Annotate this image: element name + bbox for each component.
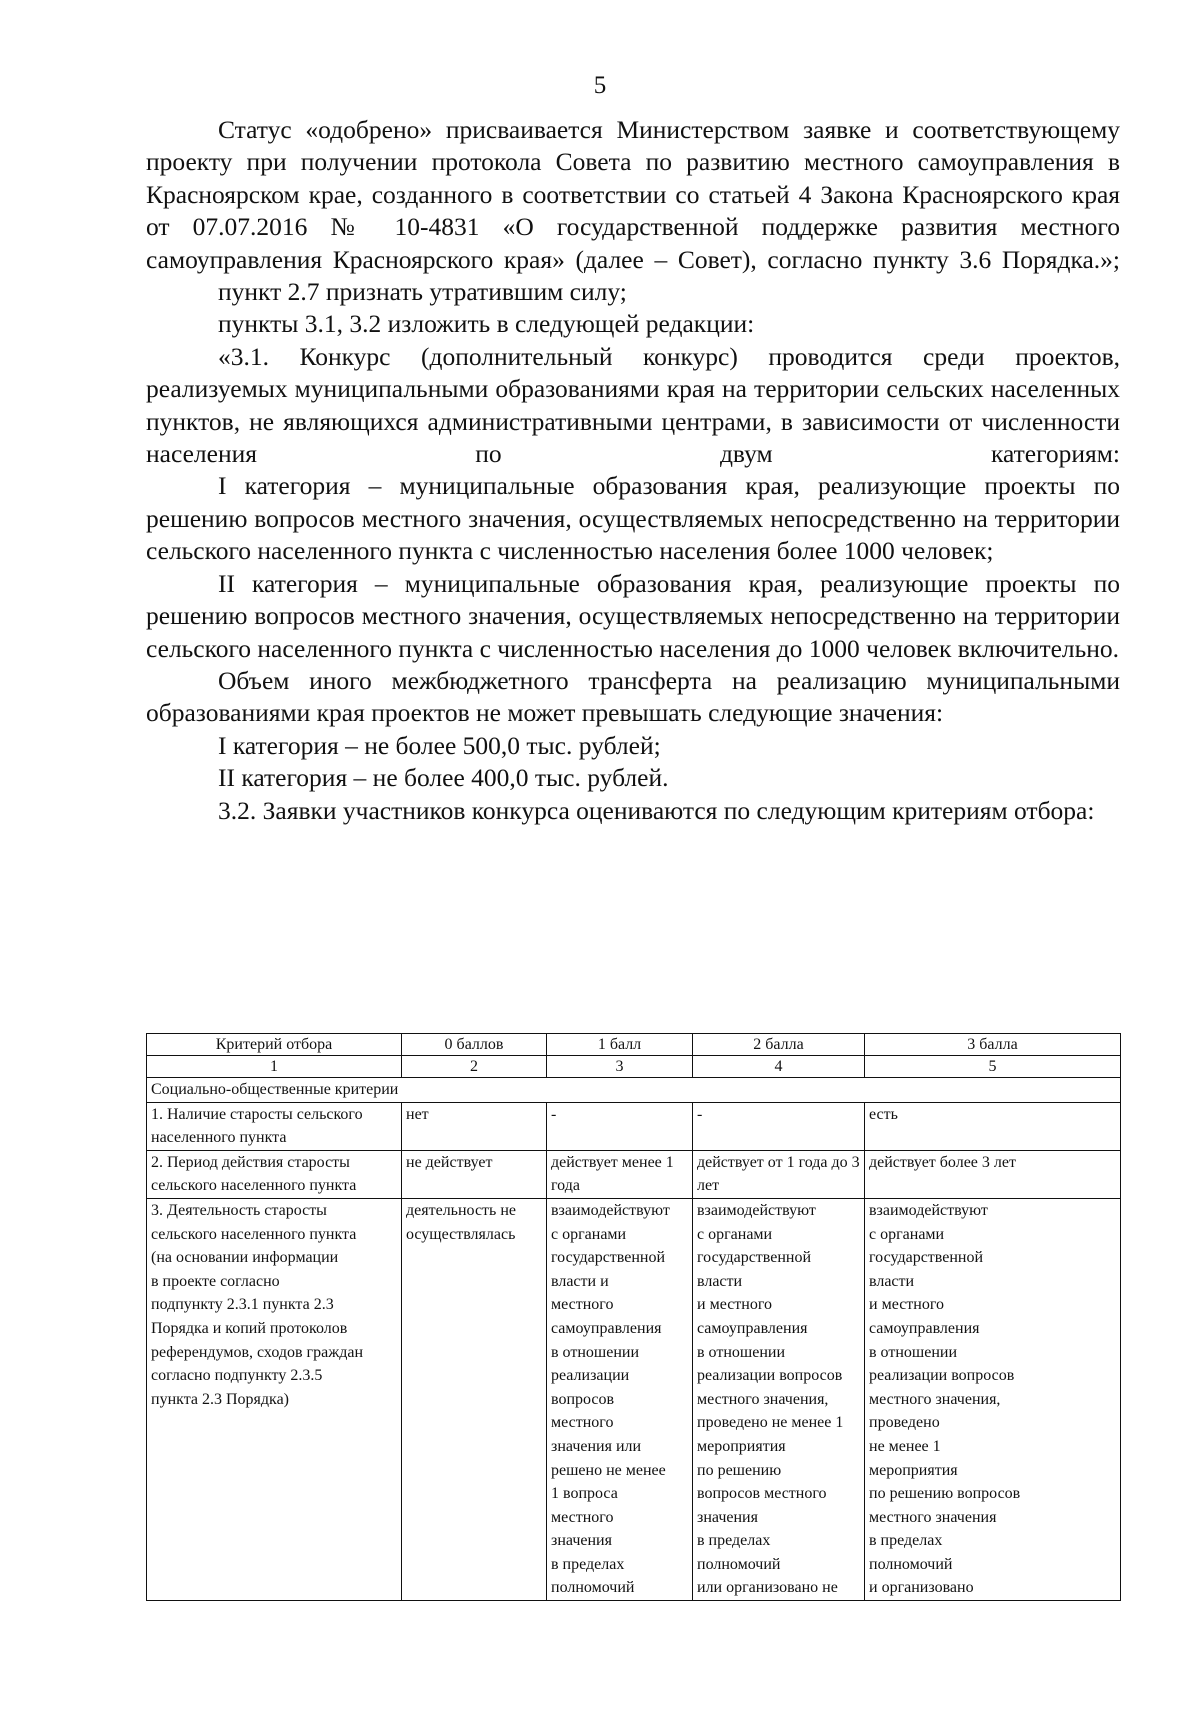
column-number: 1 bbox=[147, 1056, 402, 1078]
table-header-row bbox=[147, 1034, 1121, 1056]
criteria-table bbox=[146, 1033, 1121, 1601]
body-text bbox=[146, 114, 1120, 827]
table-cell: нет bbox=[402, 1102, 547, 1150]
table-row bbox=[147, 1102, 1121, 1150]
paragraph-point-2-7: пункт 2.7 признать утратившим силу; bbox=[218, 277, 627, 307]
paragraph-category-1-limit: I категория – не более 500,0 тыс. рублей; bbox=[218, 730, 661, 760]
column-number: 4 bbox=[693, 1056, 865, 1078]
paragraph-3-2: 3.2. Заявки участников конкурса оцениваются по следующим критериям отбора: bbox=[218, 795, 1095, 825]
header-1-point: 1 балл bbox=[547, 1034, 693, 1056]
table-cell: взаимодействуют с органами государственной власти и местного самоуправления в отношении реализации вопросов местного значения или решено не менее 1 вопроса местного значения в пределах полномочий bbox=[547, 1198, 693, 1600]
table-cell: 2. Период действия старосты сельского населенного пункта bbox=[147, 1150, 402, 1198]
paragraph-transfer-volume: Объем иного межбюджетного трансферта на реализацию муниципальными образованиями края проектов не может превышать следующие значения: bbox=[146, 665, 1120, 728]
table-cell: действует более 3 лет bbox=[865, 1150, 1121, 1198]
paragraph-category-1: I категория – муниципальные образования края, реализующие проекты по решению вопросов местного значения, осуществляемых непосредственно на территории сельского населенного пункта с численностью населения более 1000 человек; bbox=[146, 471, 1120, 566]
table-cell: действует менее 1 года bbox=[547, 1150, 693, 1198]
paragraph-points-3-1-3-2: пункты 3.1, 3.2 изложить в следующей редакции: bbox=[218, 309, 755, 339]
table-cell: взаимодействуют с органами государственной власти и местного самоуправления в отношении реализации вопросов местного значения, проведено не менее 1 мероприятия по решению вопросов местного значения в пределах полномочий или организовано не bbox=[693, 1198, 865, 1600]
paragraph-status-approved: Статус «одобрено» присваивается Министерством заявке и соответствующему проекту при получении протокола Совета по развитию местного самоуправления в Красноярском крае, созданного в соответствии со статьей 4 Закона Красноярского края от 07.07.2016 № 10-4831 «О государственной поддержке развития местного самоуправления Красноярского края» (далее – Совет), согласно пункту 3.6 Порядка.»; bbox=[146, 115, 1120, 274]
column-number: 3 bbox=[547, 1056, 693, 1078]
table-column-numbers-row bbox=[147, 1056, 1121, 1078]
paragraph-category-2: II категория – муниципальные образования края, реализующие проекты по решению вопросов местного значения, осуществляемых непосредственно на территории сельского населенного пункта с численностью населения до 1000 человек включительно. bbox=[146, 568, 1120, 663]
table-row bbox=[147, 1198, 1121, 1600]
paragraph-3-1: «3.1. Конкурс (дополнительный конкурс) проводится среди проектов, реализуемых муниципальными образованиями края на территории сельских населенных пунктов, не являющихся административными центрами, в зависимости от численности населения по двум категориям: bbox=[146, 341, 1120, 469]
table-cell: 1. Наличие старосты сельского населенного пункта bbox=[147, 1102, 402, 1150]
table-cell: взаимодействуют с органами государственной власти и местного самоуправления в отношении реализации вопросов местного значения, проведено не менее 1 мероприятия по решению вопросов местного значения в пределах полномочий и организовано bbox=[865, 1198, 1121, 1600]
column-number: 5 bbox=[865, 1056, 1121, 1078]
table-cell: действует от 1 года до 3 лет bbox=[693, 1150, 865, 1198]
paragraph-category-2-limit: II категория – не более 400,0 тыс. рублей. bbox=[218, 763, 669, 793]
table-cell: есть bbox=[865, 1102, 1121, 1150]
header-2-points: 2 балла bbox=[693, 1034, 865, 1056]
section-social-criteria: Социально-общественные критерии bbox=[147, 1078, 1121, 1103]
table-row bbox=[147, 1150, 1121, 1198]
header-3-points: 3 балла bbox=[865, 1034, 1121, 1056]
page-number: 5 bbox=[593, 72, 607, 99]
header-criterion: Критерий отбора bbox=[147, 1034, 402, 1056]
table-cell: не действует bbox=[402, 1150, 547, 1198]
table-cell: - bbox=[693, 1102, 865, 1150]
column-number: 2 bbox=[402, 1056, 547, 1078]
table-section-row bbox=[147, 1078, 1121, 1103]
table-cell: 3. Деятельность старосты сельского населенного пункта (на основании информации в проекте согласно подпункту 2.3.1 пункта 2.3 Порядка и копий протоколов референдумов, сходов граждан согласно подпункту 2.3.5 пункта 2.3 Порядка) bbox=[147, 1198, 402, 1600]
header-0-points: 0 баллов bbox=[402, 1034, 547, 1056]
table-cell: - bbox=[547, 1102, 693, 1150]
table-cell: деятельность не осуществлялась bbox=[402, 1198, 547, 1600]
